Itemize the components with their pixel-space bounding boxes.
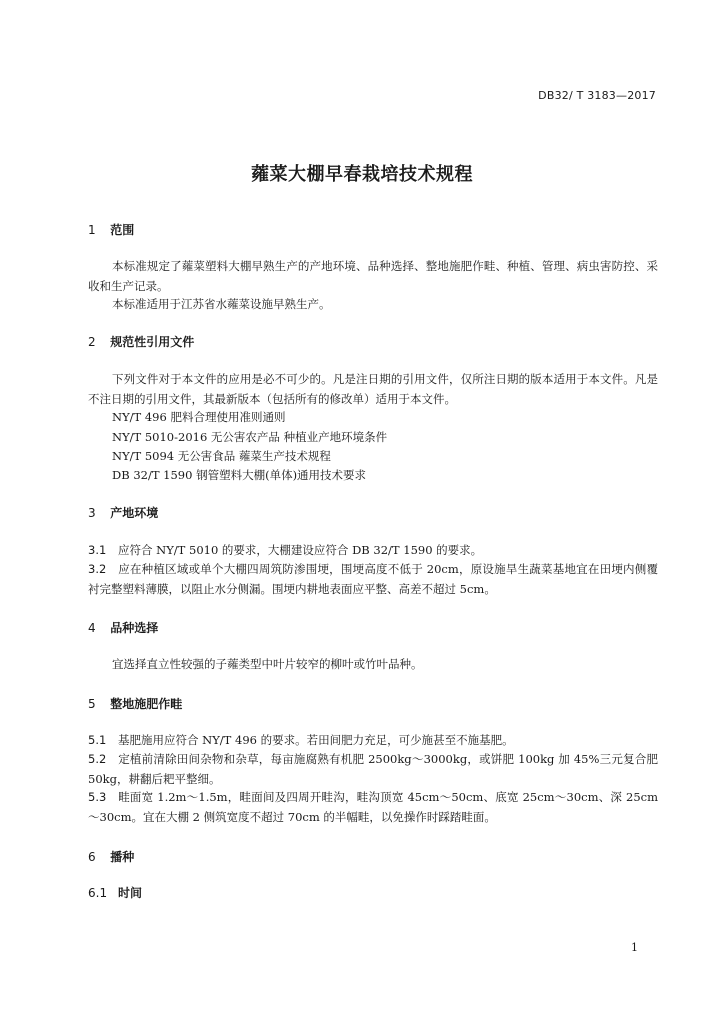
- section-5-heading: [88, 695, 182, 712]
- section-number: 2: [88, 335, 96, 349]
- section-title: 规范性引用文件: [110, 335, 195, 349]
- clause-text: 畦面宽 1.2m～1.5m，畦面间及四周开畦沟，畦沟顶宽 45cm～50cm、底宽 25cm～30cm、深 25cm～30cm。宜在大棚 2 侧筑宽度不超过 70cm 的半幅畦，以免操作时踩踏畦面。: [88, 790, 658, 824]
- clause-number: 3.1: [88, 543, 107, 557]
- reference-item: NY/T 496 肥料合理使用准则通则: [112, 410, 286, 424]
- section-2-paragraph-1: 下列文件对于本文件的应用是必不可少的。凡是注日期的引用文件，仅所注日期的版本适用于本文件。凡是不注日期的引用文件，其最新版本（包括所有的修改单）适用于本文件。: [88, 372, 658, 406]
- document-title: 蕹菜大棚早春栽培技术规程: [251, 164, 473, 185]
- clause-3-1: [88, 540, 658, 560]
- reference-item: DB 32/T 1590 钢管塑料大棚(单体)通用技术要求: [112, 468, 367, 482]
- clause-text: 基肥施用应符合 NY/T 496 的要求。若田间肥力充足，可少施甚至不施基肥。: [118, 733, 514, 747]
- clause-5-1: [88, 730, 658, 750]
- section-title: 品种选择: [110, 621, 159, 635]
- section-4-heading: [88, 619, 158, 636]
- clause-text: 应在种植区域或单个大棚四周筑防渗围埂，围埂高度不低于 20cm，原设施旱生蔬菜基地宜在田埂内侧覆衬完整塑料薄膜，以阻止水分侧漏。围埂内耕地表面应平整、高差不超过 5cm。: [88, 562, 658, 596]
- subsection-title: 时间: [118, 886, 143, 900]
- section-1-heading: [88, 221, 134, 238]
- section-6-heading: [88, 848, 134, 865]
- section-number: 5: [88, 697, 96, 711]
- section-title: 产地环境: [110, 506, 159, 520]
- clause-number: 3.2: [88, 562, 107, 576]
- reference-item: NY/T 5010-2016 无公害农产品 种植业产地环境条件: [112, 430, 388, 444]
- section-number: 3: [88, 506, 96, 520]
- section-number: 6: [88, 850, 96, 864]
- section-title: 播种: [110, 850, 135, 864]
- clause-5-2: [88, 749, 658, 789]
- clause-number: 5.1: [88, 733, 107, 747]
- clause-3-2: [88, 559, 658, 599]
- clause-number: 5.3: [88, 790, 107, 804]
- section-4-paragraph-1: 宜选择直立性较强的子蕹类型中叶片较窄的柳叶或竹叶品种。: [112, 657, 423, 671]
- section-number: 4: [88, 621, 96, 635]
- clause-number: 6.1: [88, 886, 108, 900]
- section-1-paragraph-1: 本标准规定了蕹菜塑料大棚早熟生产的产地环境、品种选择、整地施肥作畦、种植、管理、病虫害防控、采收和生产记录。: [88, 259, 658, 293]
- standard-code: DB32/ T 3183—2017: [538, 89, 656, 102]
- section-1-paragraph-2: 本标准适用于江苏省水蕹菜设施早熟生产。: [112, 297, 331, 311]
- section-title: 范围: [110, 223, 135, 237]
- subsection-6-1-heading: [88, 884, 142, 901]
- section-3-heading: [88, 504, 158, 521]
- clause-text: 应符合 NY/T 5010 的要求，大棚建设应符合 DB 32/T 1590 的要求。: [118, 543, 483, 557]
- page-number: 1: [631, 941, 638, 954]
- section-2-heading: [88, 333, 194, 350]
- reference-item: NY/T 5094 无公害食品 蕹菜生产技术规程: [112, 449, 331, 463]
- clause-number: 5.2: [88, 752, 107, 766]
- section-title: 整地施肥作畦: [110, 697, 183, 711]
- section-number: 1: [88, 223, 96, 237]
- clause-text: 定植前清除田间杂物和杂草，每亩施腐熟有机肥 2500kg～3000kg，或饼肥 100kg 加 45%三元复合肥 50kg，耕翻后耙平整细。: [88, 752, 658, 786]
- clause-5-3: [88, 787, 658, 827]
